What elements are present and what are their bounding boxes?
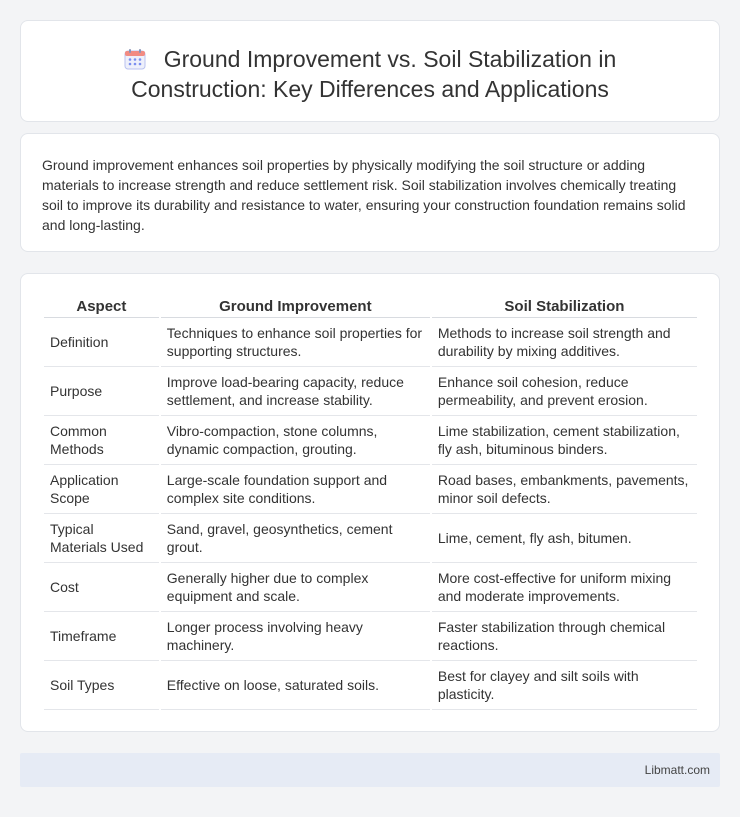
- cell-ground-improvement: Large-scale foundation support and complex site conditions.: [161, 465, 430, 514]
- intro-card: [20, 133, 720, 252]
- cell-aspect: Application Scope: [44, 465, 159, 514]
- cell-soil-stabilization: Best for clayey and silt soils with plasticity.: [432, 661, 697, 710]
- footer-bar: [20, 753, 720, 787]
- calendar-icon: [124, 48, 146, 70]
- table-row: [44, 612, 697, 661]
- intro-paragraph: Ground improvement enhances soil properties by physically modifying the soil structure or adding materials to increase strength and reduce settlement risk. Soil stabilization involves chemically treating soil to improve its durability and resistance to water, ensuring your construction foundation remains solid and long-lasting.: [42, 157, 686, 233]
- cell-soil-stabilization: More cost-effective for uniform mixing and moderate improvements.: [432, 563, 697, 612]
- cell-ground-improvement: Improve load-bearing capacity, reduce settlement, and increase stability.: [161, 367, 430, 416]
- title-line-2: Construction: Key Differences and Applications: [131, 76, 609, 102]
- cell-ground-improvement: Techniques to enhance soil properties for supporting structures.: [161, 318, 430, 367]
- comparison-table-card: [20, 273, 720, 732]
- table-row: [44, 318, 697, 367]
- cell-ground-improvement: Sand, gravel, geosynthetics, cement grout.: [161, 514, 430, 563]
- cell-aspect: Timeframe: [44, 612, 159, 661]
- title-card: [20, 20, 720, 122]
- cell-ground-improvement: Longer process involving heavy machinery.: [161, 612, 430, 661]
- table-row: [44, 514, 697, 563]
- cell-soil-stabilization: Enhance soil cohesion, reduce permeability, and prevent erosion.: [432, 367, 697, 416]
- cell-ground-improvement: Effective on loose, saturated soils.: [161, 661, 430, 710]
- cell-soil-stabilization: Faster stabilization through chemical reactions.: [432, 612, 697, 661]
- table-row: [44, 661, 697, 710]
- cell-soil-stabilization: Road bases, embankments, pavements, minor soil defects.: [432, 465, 697, 514]
- comparison-table: [42, 296, 699, 710]
- table-header-row: [44, 296, 697, 318]
- cell-aspect: Cost: [44, 563, 159, 612]
- cell-aspect: Soil Types: [44, 661, 159, 710]
- cell-soil-stabilization: Methods to increase soil strength and durability by mixing additives.: [432, 318, 697, 367]
- header-soil-stabilization: Soil Stabilization: [432, 296, 697, 318]
- table-row: [44, 416, 697, 465]
- page-title: [21, 44, 719, 104]
- title-line-1: Ground Improvement vs. Soil Stabilization in: [163, 46, 617, 72]
- table-row: [44, 465, 697, 514]
- table-row: [44, 563, 697, 612]
- cell-ground-improvement: Generally higher due to complex equipment and scale.: [161, 563, 430, 612]
- cell-aspect: Definition: [44, 318, 159, 367]
- header-aspect: Aspect: [44, 296, 159, 318]
- cell-soil-stabilization: Lime stabilization, cement stabilization, fly ash, bituminous binders.: [432, 416, 697, 465]
- cell-soil-stabilization: Lime, cement, fly ash, bitumen.: [432, 514, 697, 563]
- table-row: [44, 367, 697, 416]
- footer-brand: Libmatt.com: [644, 763, 710, 777]
- cell-aspect: Purpose: [44, 367, 159, 416]
- cell-aspect: Common Methods: [44, 416, 159, 465]
- cell-aspect: Typical Materials Used: [44, 514, 159, 563]
- cell-ground-improvement: Vibro-compaction, stone columns, dynamic compaction, grouting.: [161, 416, 430, 465]
- header-ground-improvement: Ground Improvement: [161, 296, 430, 318]
